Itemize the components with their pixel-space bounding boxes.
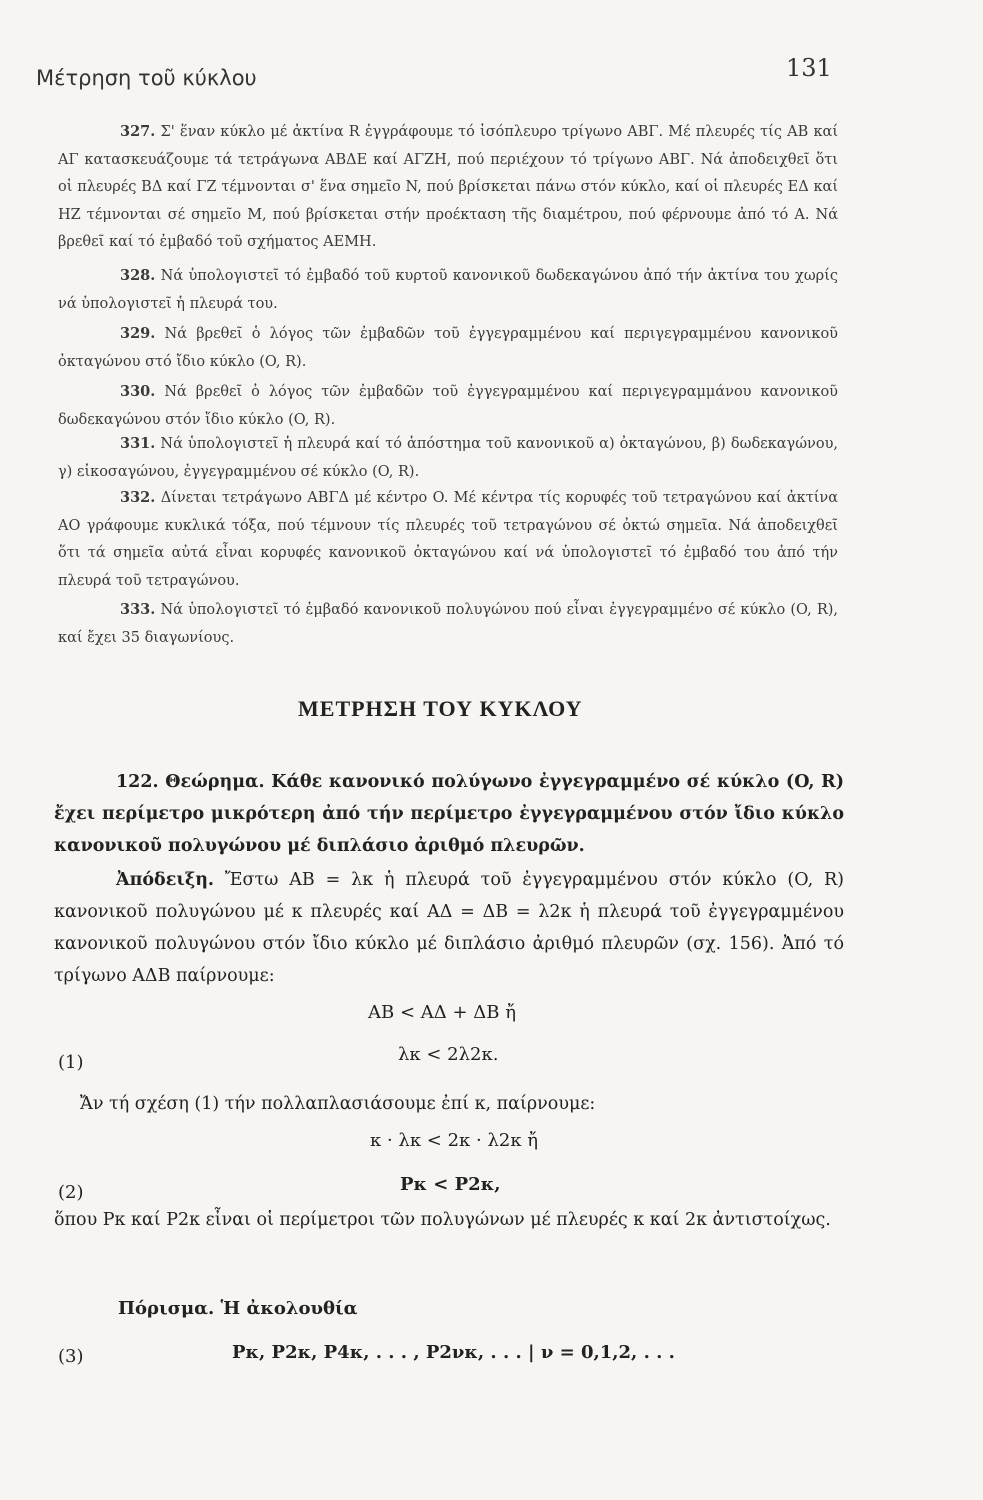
proof-label: Ἀπόδειξη.	[116, 870, 215, 890]
equation-number-2: (2)	[58, 1182, 84, 1203]
proof-text: Ἔστω AB = λκ ἡ πλευρά τοῦ ἐγγεγραμμένου στόν κύκλο (O, R) κανονικοῦ πολυγώνου μέ κ πλευρές καί ΑΔ = ΔΒ = λ2κ ἡ πλευρά τοῦ ἐγγεγραμμένου κανονικοῦ πολυγώνου στόν ἴδιο κύκλο μέ διπλάσιο ἀριθμό πλευρῶν (σχ. 156). Ἀπό τό τρίγωνο ΑΔΒ παίρνουμε:	[54, 870, 844, 986]
theorem-122: 122. Θεώρημα. Κάθε κανονικό πολύγωνο ἐγγεγραμμένο σέ κύκλο (O, R) ἔχει περίμετρο μικρότερη ἀπό τήν περίμετρο ἐγγεγραμμένου στόν ἴδιο κύκλο κανονικοῦ πολυγώνου μέ διπλάσιο ἀριθμό πλευρῶν.	[54, 772, 844, 856]
exercise-333	[58, 596, 838, 652]
equation-1-line-2: λκ < 2λ2κ.	[398, 1044, 499, 1065]
exercise-327	[58, 118, 838, 257]
corollary: Πόρισμα. Ἡ ἀκολουθία	[118, 1298, 358, 1319]
exercise-text: Νά ὑπολογιστεῖ τό ἐμβαδό τοῦ κυρτοῦ κανονικοῦ δωδεκαγώνου ἀπό τήν ἀκτίνα του χωρίς νά ὑπολογιστεῖ ἡ πλευρά του.	[58, 268, 838, 312]
perimeter-definition: ὅπου Pκ καί P2κ εἶναι οἱ περίμετροι τῶν πολυγώνων μέ πλευρές κ καί 2κ ἀντιστοίχως.	[54, 1210, 831, 1230]
equation-number-3: (3)	[58, 1346, 84, 1367]
exercise-number: 329.	[120, 325, 156, 342]
exercise-number: 331.	[120, 435, 156, 452]
exercise-number: 333.	[120, 601, 156, 618]
equation-1-line-1: AB < ΑΔ + ΔΒ ἤ	[368, 1002, 517, 1023]
exercise-number: 330.	[120, 383, 156, 400]
exercise-332	[58, 484, 838, 595]
multiply-paragraph: Ἄν τή σχέση (1) τήν πολλαπλασιάσουμε ἐπί κ, παίρνουμε:	[80, 1094, 596, 1114]
sequence-formula: Pκ, P2κ, P4κ, . . . , P2νκ, . . . | ν = 0,1,2, . . .	[232, 1342, 675, 1363]
exercise-text: Δίνεται τετράγωνο ΑΒΓΔ μέ κέντρο O. Μέ κέντρα τίς κορυφές τοῦ τετραγώνου καί ἀκτίνα ΑΟ γράφουμε κυκλικά τόξα, πού τέμνουν τίς πλευρές τοῦ τετραγώνου σέ ὀκτώ σημεῖα. Νά ἀποδειχθεῖ ὅτι τά σημεῖα αὐτά εἶναι κορυφές κανονικοῦ ὀκταγώνου καί νά ὑπολογιστεῖ τό ἐμβαδό του ἀπό τήν πλευρά τοῦ τετραγώνου.	[58, 490, 839, 589]
section-heading: ΜΕΤΡΗΣΗ ΤΟΥ ΚΥΚΛΟΥ	[298, 696, 583, 721]
exercise-text: Νά βρεθεῖ ὁ λόγος τῶν ἐμβαδῶν τοῦ ἐγγεγραμμένου καί περιγεγραμμάνου κανονικοῦ δωδεκαγώνου στόν ἴδιο κύκλο (O, R).	[58, 384, 838, 428]
exercise-329	[58, 320, 838, 376]
exercise-number: 332.	[120, 489, 156, 506]
exercise-text: Σ' ἕναν κύκλο μέ ἀκτίνα R ἐγγράφουμε τό ἰσόπλευρο τρίγωνο ΑΒΓ. Μέ πλευρές τίς ΑΒ καί ΑΓ κατασκευάζουμε τά τετράγωνα ΑΒΔΕ καί ΑΓΖΗ, πού περιέχουν τό τρίγωνο ΑΒΓ. Νά ἀποδειχθεῖ ὅτι οἱ πλευρές ΒΔ καί ΓΖ τέμνονται σ' ἕνα σημεῖο N, πού βρίσκεται πάνω στόν κύκλο, καί οἱ πλευρές ΕΔ καί ΗΖ τέμνονται σέ σημεῖο M, πού βρίσκεται στήν προέκταση τῆς διαμέτρου, πού φέρνουμε ἀπό τό A. Νά βρεθεῖ καί τό ἐμβαδό τοῦ σχήματος ΑΕΜΗ.	[58, 124, 839, 250]
running-header: Μέτρηση τοῦ κύκλου	[36, 66, 257, 90]
exercise-text: Νά ὑπολογιστεῖ ἡ πλευρά καί τό ἀπόστημα τοῦ κανονικοῦ α) ὀκταγώνου, β) δωδεκαγώνου, γ) εἰκοσαγώνου, ἐγγεγραμμένου σέ κύκλο (O, R).	[58, 436, 838, 480]
exercise-number: 328.	[120, 267, 156, 284]
exercise-328	[58, 262, 838, 318]
exercise-330	[58, 378, 838, 434]
exercise-text: Νά ὑπολογιστεῖ τό ἐμβαδό κανονικοῦ πολυγώνου πού εἶναι ἐγγεγραμμένο σέ κύκλο (O, R), καί ἔχει 35 διαγωνίους.	[58, 602, 839, 646]
exercise-number: 327.	[120, 123, 156, 140]
exercise-331	[58, 430, 838, 486]
equation-2-line-1: κ · λκ < 2κ · λ2κ ἤ	[370, 1130, 539, 1151]
proof	[54, 864, 844, 992]
equation-2-line-2: Pκ < P2κ,	[400, 1174, 501, 1195]
page-number: 131	[786, 54, 832, 82]
exercise-text: Νά βρεθεῖ ὁ λόγος τῶν ἐμβαδῶν τοῦ ἐγγεγραμμένου καί περιγεγραμμένου κανονικοῦ ὀκταγώνου στό ἴδιο κύκλο (O, R).	[58, 326, 838, 370]
equation-number-1: (1)	[58, 1052, 84, 1073]
